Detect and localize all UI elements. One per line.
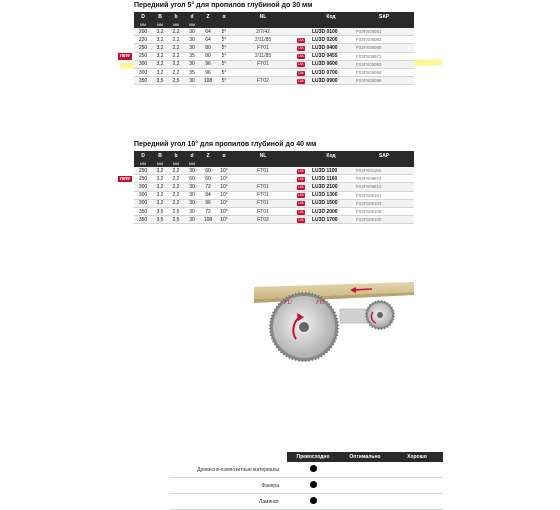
table2-cell-z: 84 (200, 191, 216, 199)
rating-cell (287, 494, 339, 510)
table2-unit-cell (294, 160, 308, 167)
table1-cell-z: 64 (200, 28, 216, 36)
dia-badge: DIA (298, 176, 304, 181)
table2-cell-code: LU3D 1700 (308, 216, 354, 224)
saw-blade-icon (269, 292, 340, 363)
table2-header-cell: Код (308, 151, 354, 160)
table1-cell-code: LU3D 0700 (308, 68, 354, 76)
table-row (134, 191, 414, 199)
table2-unit-cell (354, 160, 414, 167)
table1-cell-value: 300 (138, 69, 148, 76)
table1-cell-d2: 30 (184, 44, 200, 52)
table2-cell-dia (294, 191, 308, 199)
table2-cell-code: LU3D 1500 (308, 199, 354, 207)
table1-unit-cell: MM (168, 21, 184, 28)
table1-cell-dia (294, 68, 308, 76)
table1-cell-d2: 35 (184, 52, 200, 60)
table1-cell-value: 300 (138, 61, 148, 68)
table2-cell-value: 250 (138, 175, 148, 182)
table2-cell-dia (294, 216, 308, 224)
table1-cell-b2: 2,2 (168, 60, 184, 68)
table1-cell-b2: 2,2 (168, 68, 184, 76)
table2-cell-d2: 30 (184, 199, 200, 207)
table1-cell-code: LU3D 0455 (308, 52, 354, 60)
table1-cell-sap: F03FS08973 (354, 52, 414, 60)
rating-row-label: Ламинат (170, 494, 287, 510)
table1-header-cell: d (184, 12, 200, 21)
table2-cell-d1 (134, 207, 152, 215)
table2-cell-value: 350 (138, 216, 148, 223)
table1-cell-d2: 30 (184, 60, 200, 68)
table1-header-cell: Код (308, 12, 354, 21)
table1-cell-code: LU3D 0100 (308, 28, 354, 36)
dia-badge: DIA (298, 201, 304, 206)
rating-cell (391, 478, 443, 494)
table2-cell-dia (294, 175, 308, 183)
table1-cell-dia (294, 77, 308, 85)
table2-cell-d1 (134, 216, 152, 224)
table1-unit-cell (308, 21, 354, 28)
saw-cutting-diagram (254, 279, 414, 379)
table1-cell-nl: FT01 (232, 60, 294, 68)
table2-cell-d2: 30 (184, 167, 200, 175)
table1-cell-z: 96 (200, 60, 216, 68)
table2-cell-d2: 30 (184, 216, 200, 224)
table2-cell-b1: 3,2 (152, 191, 168, 199)
table2-cell-d1 (120, 175, 152, 183)
table1-header-cell (294, 12, 308, 21)
table1-cell-a: 5° (216, 28, 232, 36)
table2-cell-dia (294, 167, 308, 175)
rating-dot (310, 481, 317, 488)
table2 (120, 151, 414, 224)
table2-cell-b1: 3,2 (152, 167, 168, 175)
table1-cell-d1 (120, 52, 152, 60)
table1-unit-cell (216, 21, 232, 28)
dia-badge: DIA (298, 184, 304, 189)
table2-units-row (134, 160, 414, 167)
table2-section (120, 141, 414, 224)
table1-cell-dia (294, 52, 308, 60)
table1-header-cell: Z (200, 12, 216, 21)
table1-unit-cell: MM (152, 21, 168, 28)
table2-header-cell: NL (232, 151, 294, 160)
table1-cell-value: 250 (138, 44, 148, 51)
table1-cell-nl (232, 68, 294, 76)
table2-cell-z: 108 (200, 216, 216, 224)
table1-cell-d1 (134, 68, 152, 76)
table1-cell-d2: 30 (184, 28, 200, 36)
table2-cell-value: 300 (138, 192, 148, 199)
dia-badge: DIA (298, 37, 304, 42)
new-badge: new (120, 175, 130, 182)
table1-cell-a: 5° (216, 60, 232, 68)
table1-header-cell: α (216, 12, 232, 21)
rating-header-excellent: Превосходно (287, 452, 339, 462)
table1-cell-b2: 2,2 (168, 52, 184, 60)
table1-cell-a: 5° (216, 52, 232, 60)
table1-cell-b2: 2,2 (168, 36, 184, 44)
table2-header-cell: d (184, 151, 200, 160)
table1-cell-z: 96 (200, 68, 216, 76)
table1-cell-sap: F03FS05093 (354, 60, 414, 68)
table2-cell-a: 10° (216, 216, 232, 224)
table2-cell-nl (232, 175, 294, 183)
table2-cell-sap: F03FS05104 (354, 199, 414, 207)
rating-row (170, 462, 443, 478)
table2-cell-nl: FT02 (232, 216, 294, 224)
table2-cell-b1: 3,5 (152, 216, 168, 224)
table2-cell-d2: 60 (184, 175, 200, 183)
table1-cell-a: 5° (216, 44, 232, 52)
table2-cell-nl: FT01 (232, 207, 294, 215)
table2-cell-d2: 30 (184, 183, 200, 191)
table1-unit-cell: MM (134, 21, 152, 28)
table1-header-cell: b (168, 12, 184, 21)
panel-board (254, 282, 414, 303)
dia-badge: DIA (298, 62, 304, 67)
table1 (120, 12, 414, 85)
table2-cell-nl: FT01 (232, 191, 294, 199)
rating-cell (339, 494, 391, 510)
table2-cell-b1: 3,2 (152, 175, 168, 183)
table1-cell-b1: 3,2 (152, 68, 168, 76)
table2-header-cell: SAP (354, 151, 414, 160)
table2-cell-b2: 2,2 (168, 183, 184, 191)
table2-unit-cell: MM (184, 160, 200, 167)
table2-cell-nl: FT01 (232, 167, 294, 175)
table1-cell-sap: F03FS05096 (354, 68, 414, 76)
table2-cell-code: LU3D 1100 (308, 167, 354, 175)
table2-cell-dia (294, 199, 308, 207)
scoring-blade-icon (340, 300, 395, 330)
table2-cell-z: 72 (200, 207, 216, 215)
rating-cell (339, 462, 391, 478)
table1-cell-b1: 3,2 (152, 52, 168, 60)
table1-title: Передний угол 5° для пропилов глубиной до 30 мм (134, 2, 313, 9)
table2-header-cell: b (168, 151, 184, 160)
table1-cell-b2: 2,2 (168, 28, 184, 36)
table1-cell-a: 5° (216, 36, 232, 44)
table1-cell-z: 108 (200, 77, 216, 85)
table2-cell-d2: 30 (184, 207, 200, 215)
table1-cell-a: 5° (216, 68, 232, 76)
table1-unit-cell (294, 21, 308, 28)
table2-unit-cell (216, 160, 232, 167)
table-row (134, 77, 414, 85)
rating-row (170, 478, 443, 494)
table1-cell-d1 (134, 77, 152, 85)
dia-badge: DIA (298, 168, 304, 173)
table1-header-cell: NL (232, 12, 294, 21)
table1-cell-value: 220 (138, 36, 148, 43)
table-row (134, 44, 414, 52)
table2-unit-cell (232, 160, 294, 167)
table-row (134, 216, 414, 224)
table2-cell-b1: 3,2 (152, 183, 168, 191)
dia-badge: DIA (298, 217, 304, 222)
table1-header-row (134, 12, 414, 21)
table1-cell-z: 80 (200, 52, 216, 60)
table2-unit-cell (308, 160, 354, 167)
table1-cell-d2: 30 (184, 77, 200, 85)
table1-cell-z: 64 (200, 36, 216, 44)
dia-badge: DIA (298, 54, 304, 59)
table1-cell-sap: F03FS05081 (354, 28, 414, 36)
table2-cell-d1 (134, 167, 152, 175)
rating-row-label: Древесно-композитные материалы (170, 462, 287, 478)
rating-cell (287, 462, 339, 478)
table2-cell-z: 72 (200, 183, 216, 191)
table1-header-cell: B (152, 12, 168, 21)
table1-cell-value: 200 (138, 28, 148, 35)
table1-cell-dia (294, 36, 308, 44)
table1-header-cell: SAP (354, 12, 414, 21)
table1-cell-nl: 2/11/85 (232, 36, 294, 44)
table2-cell-nl: FT01 (232, 183, 294, 191)
table2-header-cell (294, 151, 308, 160)
rating-cell (287, 478, 339, 494)
table2-cell-a: 10° (216, 207, 232, 215)
table1-cell-sap: F03FS05083 (354, 36, 414, 44)
rating-cell (391, 462, 443, 478)
material-rating-table (170, 452, 443, 510)
table1-cell-code: LU3D 0400 (308, 44, 354, 52)
table2-cell-b2: 2,2 (168, 191, 184, 199)
table2-cell-code: LU3D 2000 (308, 207, 354, 215)
table2-cell-d1 (134, 191, 152, 199)
table2-cell-b2: 2,5 (168, 207, 184, 215)
table1-cell-code: LU3D 0900 (308, 77, 354, 85)
table2-cell-z: 60 (200, 175, 216, 183)
table1-cell-z: 80 (200, 44, 216, 52)
table1-unit-cell (354, 21, 414, 28)
table2-header-cell: α (216, 151, 232, 160)
table-row (134, 167, 414, 175)
svg-text:FU: FU (284, 300, 292, 306)
table2-cell-b2: 2,2 (168, 175, 184, 183)
table2-cell-z: 96 (200, 199, 216, 207)
table1-cell-b2: 2,5 (168, 77, 184, 85)
table2-cell-a: 10° (216, 175, 232, 183)
table1-unit-cell: MM (184, 21, 200, 28)
table1-cell-b1: 3,2 (152, 60, 168, 68)
table2-header-cell: D (134, 151, 152, 160)
table2-cell-sap: F03FS05810 (354, 183, 414, 191)
svg-text:FU: FU (316, 300, 324, 306)
table2-cell-d1 (134, 183, 152, 191)
table1-cell-nl: FT01 (232, 44, 294, 52)
new-badge: new (120, 53, 130, 60)
rating-header-row (170, 452, 443, 462)
table1-cell-d1 (134, 44, 152, 52)
table2-cell-code: LU3D 1300 (308, 191, 354, 199)
table1-cell-b1: 3,2 (152, 44, 168, 52)
table2-cell-sap: F03FS05108 (354, 207, 414, 215)
table-row (134, 199, 414, 207)
dia-badge: DIA (298, 45, 304, 50)
rating-cell (391, 494, 443, 510)
table1-cell-dia (294, 44, 308, 52)
rating-header-good: Хорошо (391, 452, 443, 462)
table2-title: Передний угол 10° для пропилов глубиной до 40 мм (134, 141, 317, 148)
table2-cell-d1 (134, 199, 152, 207)
table1-cell-d1 (134, 36, 152, 44)
table1-unit-cell (232, 21, 294, 28)
table2-cell-value: 300 (138, 183, 148, 190)
table1-cell-code: LU3D 0200 (308, 36, 354, 44)
rating-dot (310, 465, 317, 472)
table2-cell-b2: 2,5 (168, 216, 184, 224)
table-row (134, 183, 414, 191)
table2-cell-b2: 2,2 (168, 199, 184, 207)
table2-header-row (134, 151, 414, 160)
table-row (134, 68, 414, 76)
table1-cell-nl: 2/7/42 (232, 28, 294, 36)
table-row (134, 207, 414, 215)
table1-section (120, 2, 414, 85)
table2-cell-a: 10° (216, 199, 232, 207)
table1-cell-nl: 2/11/85 (232, 52, 294, 60)
rating-cell (339, 478, 391, 494)
table1-cell-b1: 3,2 (152, 36, 168, 44)
table2-body (120, 167, 414, 224)
table-row (134, 28, 414, 36)
table2-cell-sap: F03FS01100 (354, 167, 414, 175)
table2-cell-a: 10° (216, 191, 232, 199)
table-row (134, 52, 414, 60)
table2-cell-nl: FT01 (232, 199, 294, 207)
table2-unit-cell (200, 160, 216, 167)
table2-cell-dia (294, 207, 308, 215)
table1-cell-code: LU3D 0600 (308, 60, 354, 68)
table2-cell-z: 60 (200, 167, 216, 175)
table1-cell-dia (294, 60, 308, 68)
rating-header-optimal: Оптимально (339, 452, 391, 462)
rating-dot (310, 497, 317, 504)
table2-cell-sap: F03FS05105 (354, 216, 414, 224)
table2-cell-a: 10° (216, 183, 232, 191)
table2-cell-a: 10° (216, 167, 232, 175)
table1-cell-d2: 35 (184, 68, 200, 76)
table1-body (120, 28, 414, 85)
table2-cell-value: 250 (138, 167, 148, 174)
table1-units-row (134, 21, 414, 28)
table-row (134, 36, 414, 44)
table2-cell-value: 300 (138, 200, 148, 207)
dia-badge: DIA (298, 78, 304, 83)
table2-cell-code: LU3D 1160 (308, 175, 354, 183)
table-row (134, 60, 414, 68)
table1-cell-b1: 3,2 (152, 28, 168, 36)
table2-header-cell: Z (200, 151, 216, 160)
table1-cell-value: 350 (138, 77, 148, 84)
table2-cell-sap: F03FS09974 (354, 175, 414, 183)
table1-cell-value: 250 (138, 53, 148, 60)
dia-badge: DIA (298, 209, 304, 214)
table2-cell-dia (294, 183, 308, 191)
table2-cell-d2: 30 (184, 191, 200, 199)
table1-unit-cell (200, 21, 216, 28)
table2-unit-cell: MM (134, 160, 152, 167)
table1-cell-sap: F03FS05098 (354, 77, 414, 85)
table2-header-cell: B (152, 151, 168, 160)
table1-cell-sap: F03FS05088 (354, 44, 414, 52)
rating-body (170, 462, 443, 510)
rating-row (170, 494, 443, 510)
table1-cell-dia (294, 28, 308, 36)
table1-cell-d2: 30 (184, 36, 200, 44)
rating-row-label: Фанера (170, 478, 287, 494)
table2-cell-b1: 3,2 (152, 199, 168, 207)
table2-unit-cell: MM (152, 160, 168, 167)
table1-cell-a: 5° (216, 77, 232, 85)
table2-cell-value: 350 (138, 208, 148, 215)
table1-cell-d1 (134, 60, 152, 68)
table1-cell-b2: 2,2 (168, 44, 184, 52)
dia-badge: DIA (298, 70, 304, 75)
table2-unit-cell: MM (168, 160, 184, 167)
table2-cell-sap: F03FS05101 (354, 191, 414, 199)
table1-cell-b1: 3,5 (152, 77, 168, 85)
table2-cell-b2: 2,2 (168, 167, 184, 175)
table2-cell-code: LU3D 2100 (308, 183, 354, 191)
dia-badge: DIA (298, 193, 304, 198)
table2-cell-b1: 3,5 (152, 207, 168, 215)
table1-header-cell: D (134, 12, 152, 21)
table-row (134, 175, 414, 183)
table1-cell-d1 (134, 28, 152, 36)
table1-cell-nl: FT02 (232, 77, 294, 85)
